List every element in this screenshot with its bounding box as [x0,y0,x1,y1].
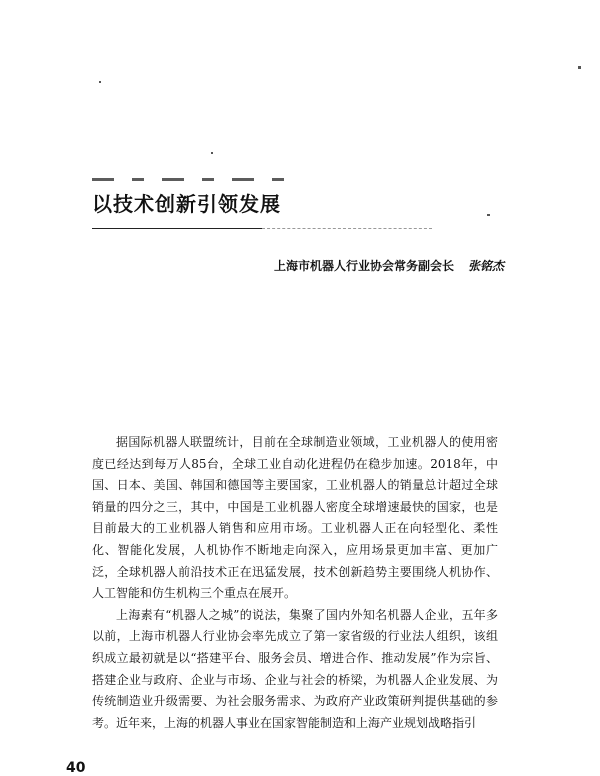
byline [274,257,504,274]
scan-speck [211,152,213,154]
paragraph: 上海素有“机器人之城”的说法，集聚了国内外知名机器人企业，五年多以前，上海市机器人行业协会率先成立了第一家省级的行业法人组织，该组织成立最初就是以“搭建平台、服务会员、增进合作、推动发展”作为宗旨、搭建企业与政府、企业与市场、企业与社会的桥梁，为机器人企业发展、为传统制造业升级需要、为社会服务需求、为政府产业政策研判提供基础的参考。近年来，上海的机器人事业在国家智能制造和上海产业规划战略指引 [92,607,498,730]
author-name: 张铭杰 [467,259,504,273]
article-body [92,432,498,734]
scan-speck [99,81,101,83]
scan-speck [487,214,490,216]
title-decoration [92,178,288,181]
page-number: 40 [66,760,86,776]
author-affiliation: 上海市机器人行业协会常务副会长 [273,259,454,273]
title-underline-dashed [262,228,432,229]
scan-speck [578,66,581,69]
article-title: 以技术创新引领发展 [92,192,281,216]
title-underline [92,228,262,229]
paragraph: 据国际机器人联盟统计，目前在全球制造业领域，工业机器人的使用密度已经达到每万人85台，全球工业自动化进程仍在稳步加速。2018年，中国、日本、美国、韩国和德国等主要国家，工业机器人的销量总计超过全球销量的四分之三，其中，中国是工业机器人密度全球增速最快的国家，也是目前最大的工业机器人销售和应用市场。工业机器人正在向轻型化、柔性化、智能化发展，人机协作不断地走向深入，应用场景更加丰富、更加广泛，全球机器人前沿技术正在迅猛发展，技术创新趋势主要围绕人机协作、人工智能和仿生机构三个重点在展开。 [92,435,498,601]
